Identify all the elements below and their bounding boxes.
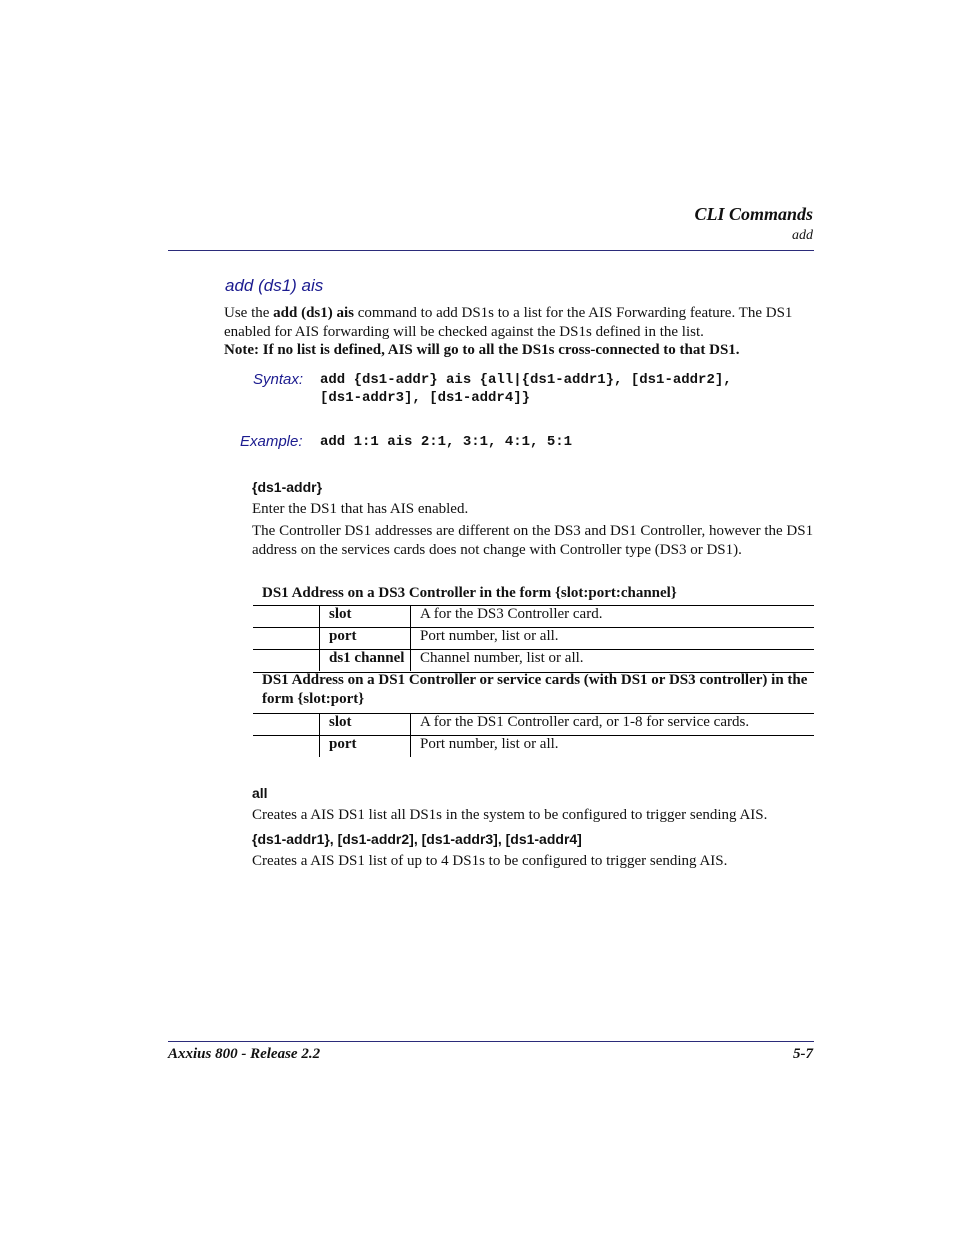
intro-post: command to add DS1s to a list for the AIS Forwarding feature. The DS1 enabled for AIS forwarding will be checked against the DS1s defined in the list. [224,305,793,340]
intro-pre: Use the [224,305,274,321]
ds1-address-table [253,713,814,757]
field-desc: Channel number, list or all. [411,650,815,672]
table-row [253,650,814,672]
field-name: port [320,628,411,650]
table-row [253,628,814,650]
footer-rule [168,1041,814,1042]
intro-paragraph [224,304,824,342]
header-rule [168,250,814,251]
section-title: add (ds1) ais [225,276,324,295]
field-name: port [320,736,411,758]
all-text: Creates a AIS DS1 list all DS1s in the system to be configured to trigger sending AIS. [252,807,768,823]
field-name: slot [320,714,411,736]
field-desc: Port number, list or all. [411,628,815,650]
example-code: add 1:1 ais 2:1, 3:1, 4:1, 5:1 [320,434,573,450]
field-desc: Port number, list or all. [411,736,815,758]
table-row [253,714,814,736]
field-desc: A for the DS1 Controller card, or 1-8 for service cards. [411,714,815,736]
page-number: 5-7 [793,1046,813,1062]
addr-list-heading: {ds1-addr1}, [ds1-addr2], [ds1-addr3], [ds1-addr4] [252,831,582,847]
footer-title: Axxius 800 - Release 2.2 [168,1046,321,1062]
syntax-line-1: add {ds1-addr} ais {all|{ds1-addr1}, [ds1-addr2], [320,372,732,388]
ds3-address-table [253,605,814,671]
addr-list-text: Creates a AIS DS1 list of up to 4 DS1s to be configured to trigger sending AIS. [252,853,728,869]
syntax-line-2: [ds1-addr3], [ds1-addr4]} [320,390,531,406]
field-name: slot [320,606,411,628]
all-heading: all [252,785,268,801]
running-header-title: CLI Commands [694,204,813,224]
table-caption-ds1: DS1 Address on a DS1 Controller or service cards (with DS1 or DS3 controller) in the form {slot:port} [262,672,808,707]
running-header-subtitle: add [792,228,813,243]
table-row [253,606,814,628]
ds1-addr-line-2: The Controller DS1 addresses are different on the DS3 and DS1 Controller, however the DS1 address on the services cards does not change with Controller type (DS3 or DS1). [252,523,814,558]
table-row [253,736,814,758]
ds1-addr-heading: {ds1-addr} [252,479,323,495]
note-text: Note: If no list is defined, AIS will go to all the DS1s cross-connected to that DS1. [224,342,740,358]
intro-command: add (ds1) ais [273,305,355,321]
field-desc: A for the DS3 Controller card. [411,606,815,628]
table-caption-ds3: DS1 Address on a DS3 Controller in the form {slot:port:channel} [262,585,677,601]
ds1-addr-line-1: Enter the DS1 that has AIS enabled. [252,501,469,517]
field-name: ds1 channel [320,650,411,672]
syntax-label: Syntax: [253,371,304,388]
example-label: Example: [240,433,303,450]
